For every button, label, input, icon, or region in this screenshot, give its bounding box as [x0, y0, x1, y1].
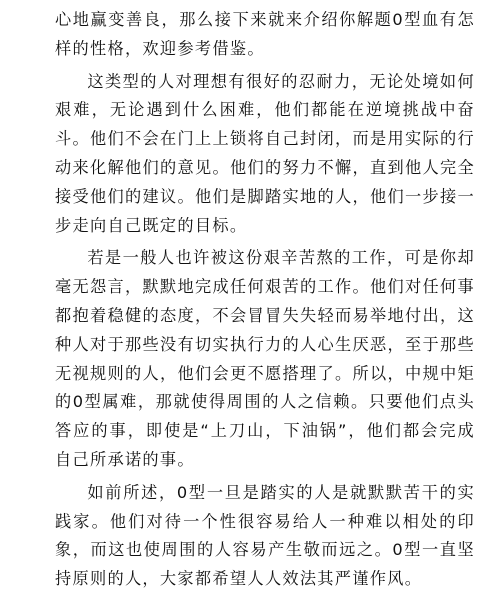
paragraph-1: 心地赢变善良，那么接下来就来介绍你解题0型血有怎样的性格，欢迎参考借鉴。 — [55, 10, 475, 58]
paragraph-3: 若是一般人也许被这份艰辛苦熬的工作，可是你却毫无怨言，默默地完成任何艰苦的工作。他们对任何事都抱着稳健的态度，不会冒冒失失轻而易举地付出，这种人对于那些没有切实执行力的人心生厌恶，至于那些无视规则的人，他们会更不愿搭理了。所以，中规中矩的0型属难，那就使得周围的人之信赖。只要他们点头答应的事，即使是“上刀山，下油锅”，他们都会完成自己所承诺的事。 — [55, 248, 475, 469]
document-page — [55, 6, 475, 589]
paragraph-4: 如前所述，0型一旦是踏实的人是就默默苦干的实践家。他们对待一个性很容易给人一种难以相处的印象，而这也使周围的人容易产生敬而远之。0型一直坚持原则的人，大家都希望人人效法其严谨作风。 — [55, 482, 475, 589]
paragraph-2: 这类型的人对理想有很好的忍耐力，无论处境如何艰难，无论遇到什么困难，他们都能在逆境挑战中奋斗。他们不会在门上上锁将自己封闭，而是用实际的行动来化解他们的意见。他们的努力不懈，直到他人完全接受他们的建议。他们是脚踏实地的人，他们一步接一步走向自己既定的目标。 — [55, 71, 475, 235]
